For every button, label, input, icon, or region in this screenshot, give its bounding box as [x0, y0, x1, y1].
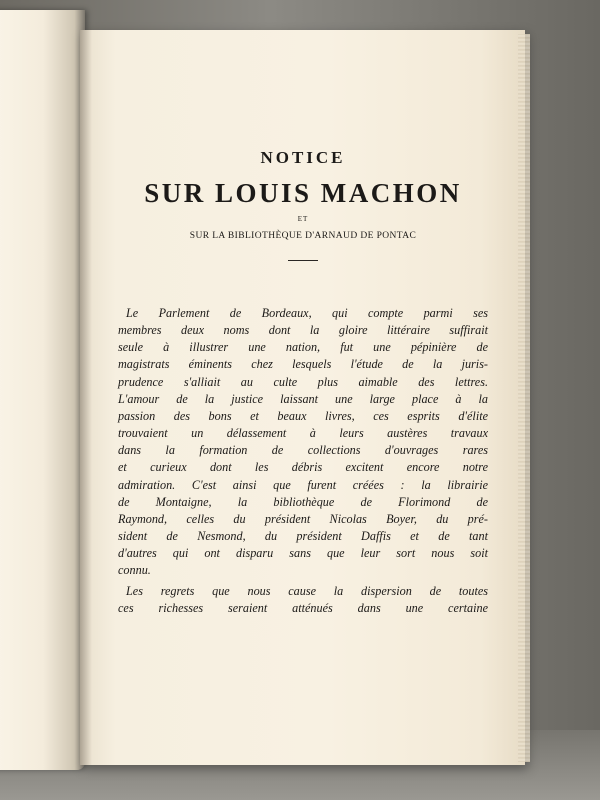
page-edges: [518, 34, 530, 762]
heading-conjunction: ET: [297, 215, 309, 223]
text-line: de Montaigne, la bibliothèque de Florimond de: [118, 494, 488, 509]
text-line: trouvaient un délassement à leurs austères travaux: [118, 426, 488, 441]
text-line: connu.: [118, 563, 151, 578]
text-line: magistrats éminents chez lesquels l'étude de la juris-: [118, 357, 488, 372]
text-line: passion des bons et beaux livres, ces esprits d'élite: [118, 408, 488, 423]
heading-notice: NOTICE: [260, 148, 346, 167]
left-page: [0, 10, 85, 770]
text-line: sident de Nesmond, du président Daffis et de tant: [118, 529, 488, 544]
text-line: admiration. C'est ainsi que furent créées : la librairie: [118, 477, 488, 492]
paragraph-1: [118, 305, 488, 580]
text-line: et curieux dont les débris excitent encore notre: [118, 460, 488, 475]
text-line: ces richesses seraient atténués dans une certaine: [118, 600, 488, 615]
text-line: d'autres qui ont disparu sans que leur sort nous soit: [118, 546, 488, 561]
book-gutter-shadow: [80, 30, 92, 765]
text-line: L'amour de la justice laissant une large place à la: [118, 391, 488, 406]
text-line: Le Parlement de Bordeaux, qui compte parmi ses: [126, 306, 488, 320]
heading-title: SUR LOUIS MACHON: [144, 178, 462, 208]
page-content: [118, 148, 488, 617]
title-rule: [288, 260, 318, 261]
text-line: membres deux noms dont la gloire littéraire suffirait: [118, 323, 488, 338]
text-line: dans la formation de collections d'ouvrages rares: [118, 443, 488, 458]
text-line: seule à illustrer une nation, fut une pépinière de: [118, 340, 488, 355]
text-line: prudence s'alliait au culte plus aimable des lettres.: [118, 374, 488, 389]
body-text: [118, 305, 488, 617]
text-line: Raymond, celles du président Nicolas Boyer, du pré-: [118, 511, 488, 526]
text-line: Les regrets que nous cause la dispersion de toutes: [126, 583, 488, 598]
heading-subtitle: SUR LA BIBLIOTHÈQUE D'ARNAUD DE PONTAC: [189, 231, 417, 241]
paragraph-2: [118, 583, 488, 617]
